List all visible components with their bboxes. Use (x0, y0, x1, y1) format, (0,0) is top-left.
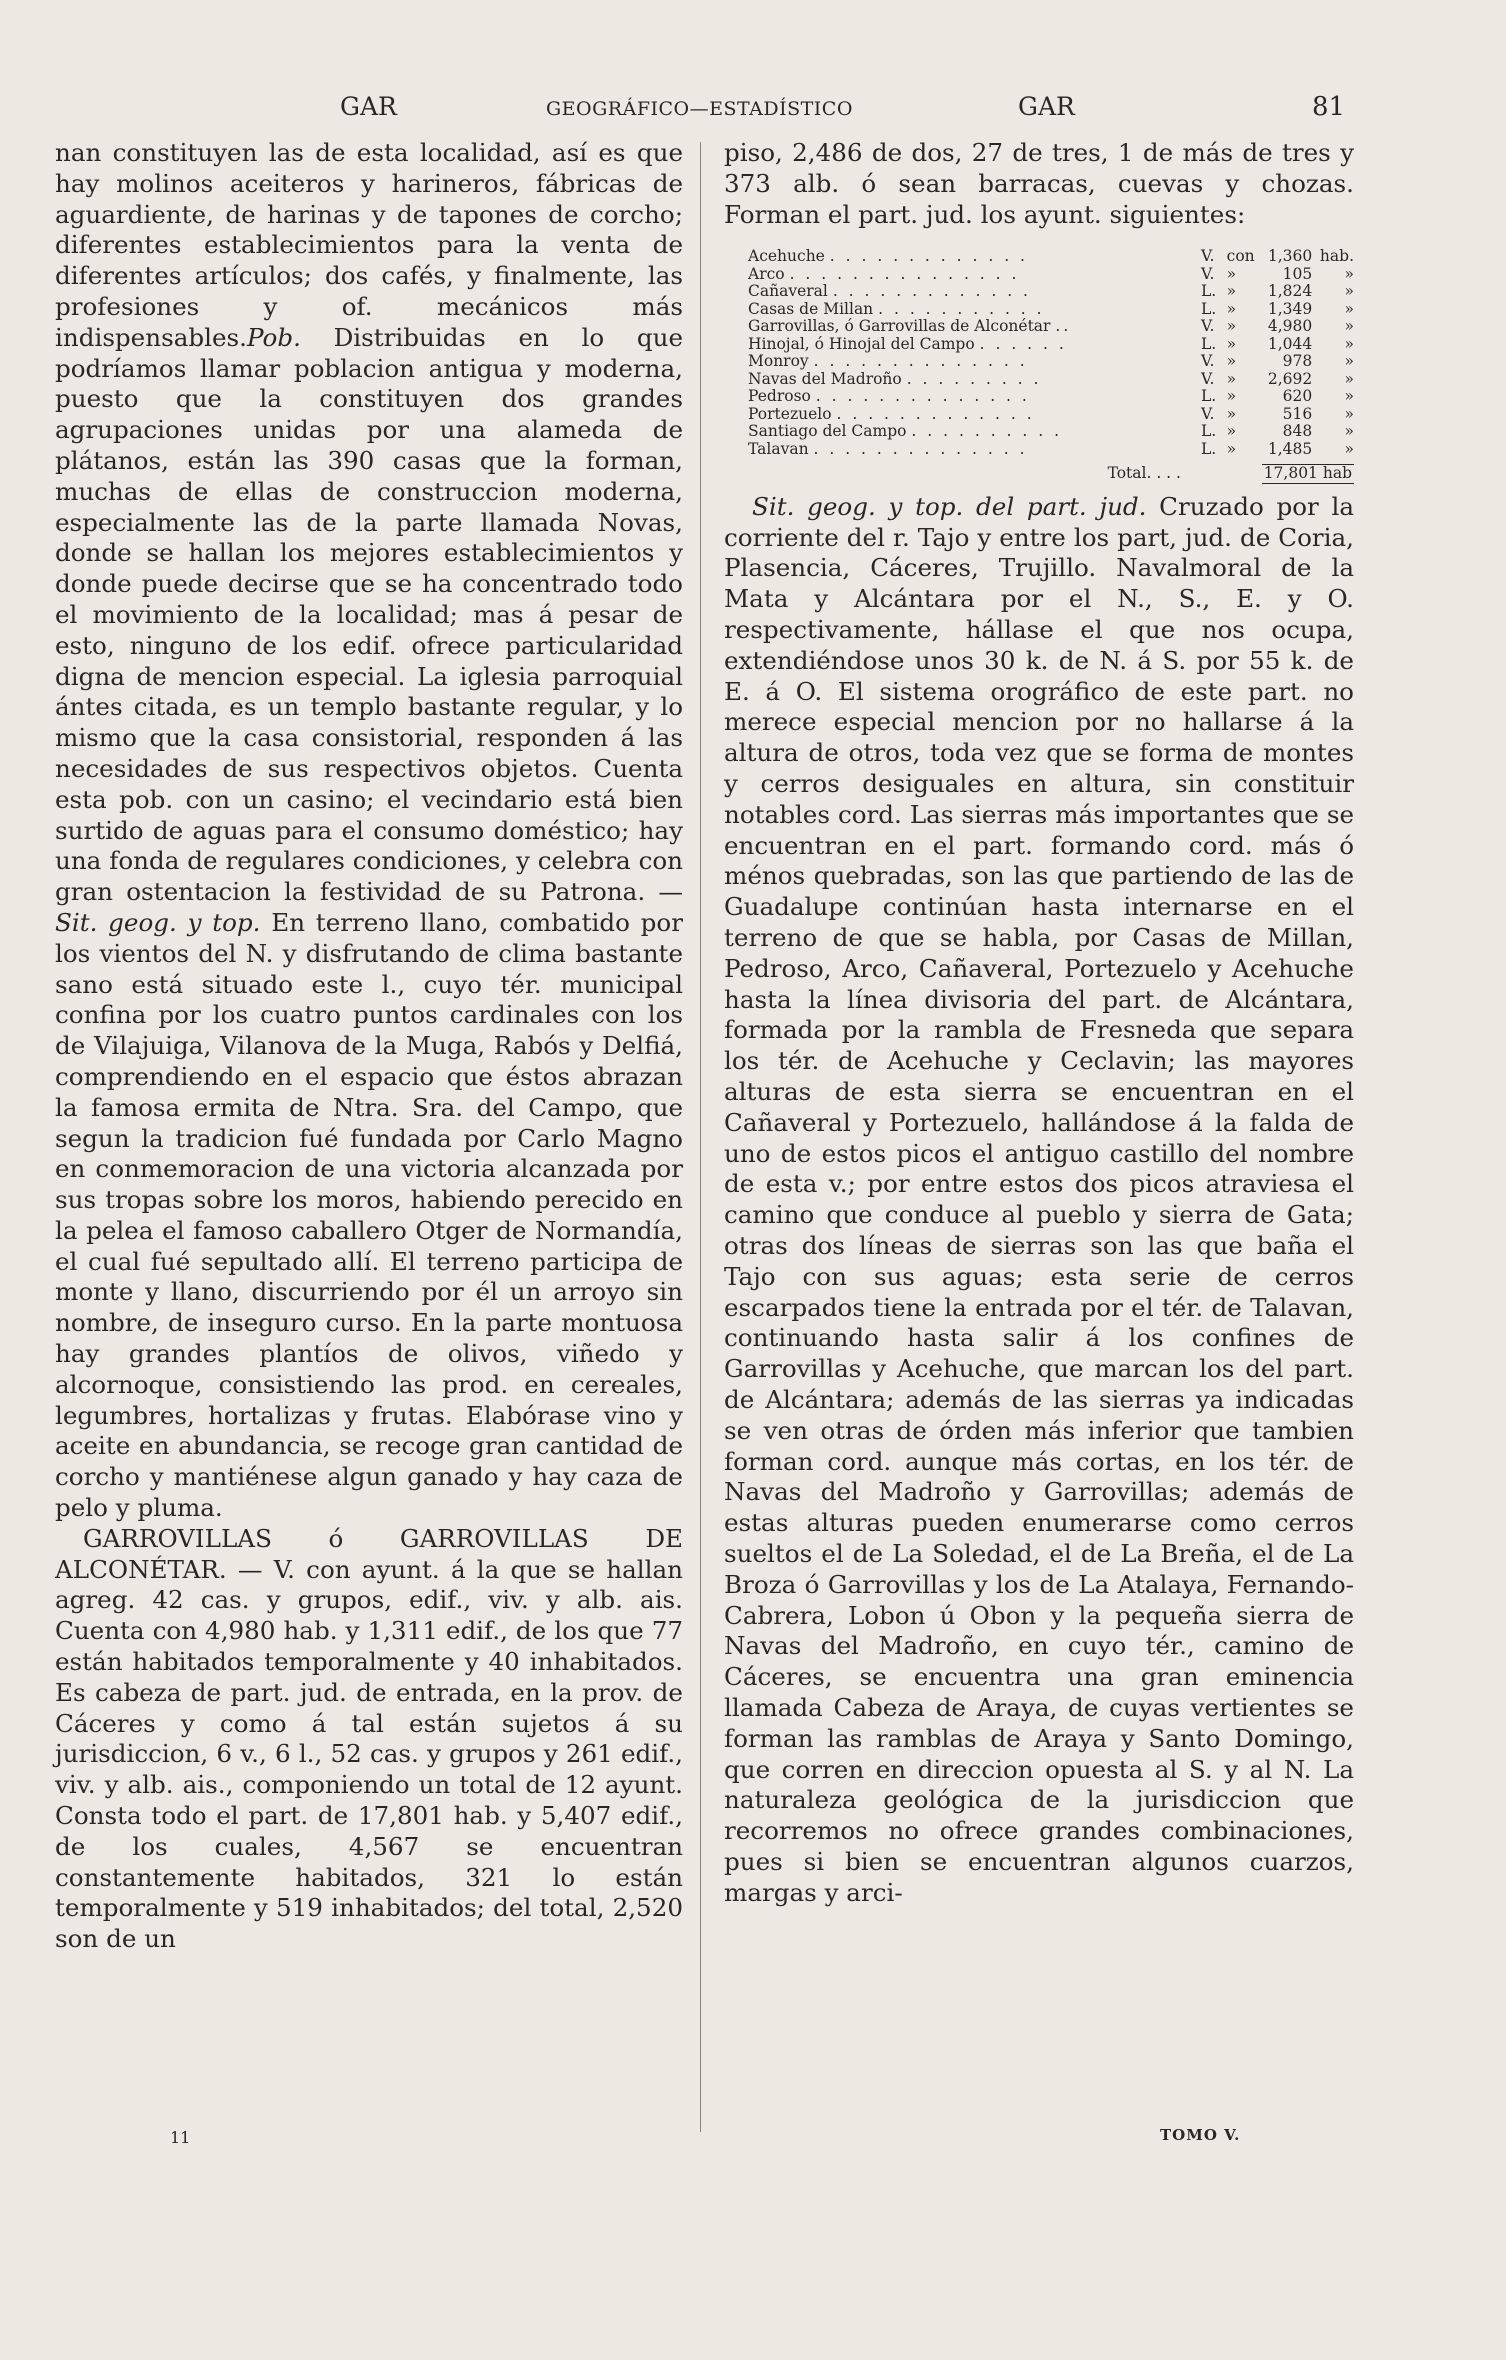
town-name (748, 301, 1201, 319)
town-unit: » (1344, 422, 1354, 441)
town-population: 105 (1282, 264, 1313, 283)
town-category: L. (1200, 422, 1217, 441)
town-population: 1,485 (1267, 439, 1313, 458)
town-population: 2,692 (1267, 369, 1313, 388)
leader-dots: . . . . . . (979, 335, 1067, 353)
town-population: 848 (1282, 422, 1313, 441)
town-unit: » (1344, 317, 1354, 336)
table-row (748, 388, 1354, 406)
town-name (748, 371, 1201, 389)
table-row (748, 301, 1354, 319)
table-row (748, 441, 1354, 459)
town-unit: » (1344, 264, 1354, 283)
right-paragraph-2 (724, 492, 1354, 1909)
total-label: Total. . . . (1107, 464, 1181, 483)
town-unit: hab. (1319, 247, 1354, 266)
town-name-text: Pedroso (748, 388, 811, 406)
left-paragraph-1 (55, 138, 683, 1524)
municipalities-table (748, 248, 1354, 484)
town-population: 1,349 (1267, 299, 1313, 318)
town-name (748, 406, 1201, 424)
town-category: L. (1200, 282, 1217, 301)
table-row (748, 406, 1354, 424)
leader-dots: . . . . . . . . . . . . . . (813, 440, 1028, 458)
town-prefix: con (1226, 247, 1255, 266)
page-number: 81 (1312, 92, 1346, 122)
table-row (748, 318, 1354, 336)
table-row (748, 283, 1354, 301)
town-unit: » (1344, 439, 1354, 458)
town-prefix: » (1226, 387, 1237, 406)
left-column (55, 138, 683, 1955)
town-unit: » (1344, 282, 1354, 301)
town-category: V. (1200, 352, 1215, 371)
table-row (748, 423, 1354, 441)
town-name-text: Garrovillas, ó Garrovillas de Alconétar (748, 318, 1051, 336)
leader-dots: . . . . . . . . . . . . . (836, 405, 1035, 423)
table-row (748, 248, 1354, 266)
town-name (748, 266, 1201, 284)
right-paragraph-1: piso, 2,486 de dos, 27 de tres, 1 de más de tres y 373 alb. ó sean barracas, cuevas y chozas. Forman el part. jud. los ayunt. siguientes: (724, 138, 1354, 229)
town-name-text: Acehuche (748, 248, 825, 266)
header-section-title: GEOGRÁFICO—ESTADÍSTICO (546, 98, 853, 120)
town-category: L. (1200, 387, 1217, 406)
town-name (748, 248, 1201, 266)
leader-dots: . . . . . . . . . (906, 370, 1042, 388)
entry-garrovillas: GARROVILLAS ó GARROVILLAS DE ALCONÉTAR. — V. con ayunt. á la que se hallan agreg. 42 cas. y grupos, edif., viv. y alb. ais. Cuenta con 4,980 hab. y 1,311 edif., de los que 77 están habitados temporalmente y 40 inhabitados. Es cabeza de part. jud. de entrada, en la prov. de Cáceres y como á tal están sujetos á su jurisdiccion, 6 v., 6 l., 52 cas. y grupos y 261 edif., viv. y alb. ais., componiendo un total de 12 ayunt. Consta todo el part. de 17,801 hab. y 5,407 edif., de los cuales, 4,567 se encuentran constantemente habitados, 321 lo están temporalmente y 519 inhabitados; del total, 2,520 son de un (55, 1523, 683, 1954)
town-name-text: Monroy (748, 353, 809, 371)
town-population: 1,044 (1267, 334, 1313, 353)
town-unit: » (1344, 387, 1354, 406)
town-population: 1,360 (1267, 247, 1313, 266)
town-name (748, 318, 1201, 336)
town-population: 620 (1282, 387, 1313, 406)
town-population: 978 (1282, 352, 1313, 371)
town-category: V. (1200, 264, 1215, 283)
right-column (724, 138, 1354, 1909)
town-category: L. (1200, 439, 1217, 458)
town-unit: » (1344, 299, 1354, 318)
town-population: 1,824 (1267, 282, 1313, 301)
town-category: V. (1200, 404, 1215, 423)
town-category: L. (1200, 334, 1217, 353)
town-name (748, 441, 1201, 459)
town-name (748, 353, 1201, 371)
leader-dots: . . . . . . . . . . . (878, 300, 1045, 318)
table-row (748, 371, 1354, 389)
pob-label: Pob. (246, 322, 301, 352)
leader-dots: . . . . . . . . . . . . . . . (789, 265, 1020, 283)
total-value: 17,801 hab (1263, 464, 1352, 483)
town-name (748, 388, 1201, 406)
town-name-text: Talavan (748, 440, 809, 458)
town-name (748, 336, 1201, 354)
town-name-text: Navas del Madroño (748, 370, 902, 388)
town-prefix: » (1226, 282, 1237, 301)
town-category: V. (1200, 317, 1215, 336)
leader-dots: . . . . . . . . . . . . . . (813, 353, 1028, 371)
town-category: V. (1200, 369, 1215, 388)
town-prefix: » (1226, 264, 1237, 283)
town-name-text: Portezuelo (748, 405, 832, 423)
town-prefix: » (1226, 317, 1237, 336)
town-unit: » (1344, 369, 1354, 388)
text-run: En terreno llano, combatido por los vientos del N. y disfrutando de clima bastante sano está situado este l., cuyo tér. municipal confina por los cuatro puntos cardinales con los de Vilajuiga, Vilanova de la Muga, Rabós y Delfiá, comprendiendo en el espacio que éstos abrazan la famosa ermita de Ntra. Sra. del Campo, que segun la tradicion fué fundada por Carlo Magno en conmemoracion de una victoria alcanzada por sus tropas sobre los moros, habiendo perecido en la pelea el famoso caballero Otger de Normandía, el cual fué sepultado allí. El terreno participa de monte y llano, discurriendo por él un arroyo sin nombre, de inseguro curso. En la parte montuosa hay grandes plantíos de olivos, viñedo y alcornoque, consistiendo las prod. en cereales, legumbres, hortalizas y frutas. Elabórase vino y aceite en abundancia, se recoge gran cantidad de corcho y mantiénese algun ganado y hay caza de pelo y pluma. (55, 907, 683, 1523)
leader-dots: . . . . . . . . . . (911, 423, 1063, 441)
town-name-text: Santiago del Campo (748, 423, 907, 441)
town-category: L. (1200, 299, 1217, 318)
header-right-word: GAR (1018, 92, 1075, 121)
town-name-text: Arco (748, 265, 785, 283)
leader-dots: . . . . . . . . . . . . . . (815, 388, 1030, 406)
sit-label: Sit. geog. y top. (55, 907, 261, 937)
town-prefix: » (1226, 299, 1237, 318)
town-prefix: » (1226, 352, 1237, 371)
town-prefix: » (1226, 334, 1237, 353)
town-name-text: Cañaveral (748, 283, 828, 301)
town-population: 516 (1282, 404, 1313, 423)
town-prefix: » (1226, 439, 1237, 458)
column-divider (700, 142, 701, 2132)
table-row (748, 353, 1354, 371)
town-unit: » (1344, 334, 1354, 353)
leader-dots: . . . . . . . . . . . . . (829, 248, 1028, 266)
signature-mark: 11 (170, 2128, 191, 2147)
volume-mark: TOMO V. (1160, 2126, 1241, 2144)
text-run: nan constituyen las de esta localidad, así es que hay molinos aceiteros y harineros, fábricas de aguardiente, de harinas y de tapones de corcho; diferentes establecimientos para la venta de diferentes artículos; dos cafés, y finalmente, las profesiones y of. mecánicos más indispensables. (55, 138, 683, 352)
town-prefix: » (1226, 422, 1237, 441)
header-left-word: GAR (340, 92, 397, 121)
town-prefix: » (1226, 404, 1237, 423)
town-name (748, 423, 1201, 441)
town-unit: » (1344, 404, 1354, 423)
running-header (0, 92, 1506, 132)
total-row (748, 458, 1354, 484)
town-prefix: » (1226, 369, 1237, 388)
town-name (748, 283, 1201, 301)
town-name-text: Hinojal, ó Hinojal del Campo (748, 335, 975, 353)
town-name-text: Casas de Millan (748, 300, 874, 318)
table-row (748, 336, 1354, 354)
sit-part-label: Sit. geog. y top. del part. jud. (752, 491, 1147, 521)
leader-dots: . . . . . . . . . . . . . (832, 283, 1031, 301)
town-population: 4,980 (1267, 317, 1313, 336)
table-row (748, 266, 1354, 284)
text-run: Cruzado por la corriente del r. Tajo y entre los part, jud. de Coria, Plasencia, Cáceres, Trujillo. Navalmoral de la Mata y Alcántara por el N., S., E. y O. respectivamente, hállase el que nos ocupa, extendiéndose unos 30 k. de N. á S. por 55 k. de E. á O. El sistema orográfico de este part. no merece especial mencion por no hallarse á la altura de otros, toda vez que se forma de montes y cerros desiguales en altura, sin constituir notables cord. Las sierras más importantes que se encuentran en el part. formando cord. más ó ménos quebradas, son las que partiendo de las de Guadalupe continúan hasta internarse en el terreno de que se habla, por Casas de Millan, Pedroso, Arco, Cañaveral, Portezuelo y Acehuche hasta la línea divisoria del part. de Alcántara, formada por la rambla de Fresneda que separa los tér. de Acehuche y Ceclavin; las mayores alturas de esta sierra se encuentran en el Cañaveral y Portezuelo, hallándose á la falda de uno de estos picos el antiguo castillo del nombre de esta v.; por entre estos dos picos atraviesa el camino que conduce al pueblo y sierra de Gata; otras dos líneas de sierras son las que baña el Tajo con sus aguas; esta serie de cerros escarpados tiene la entrada por el tér. de Talavan, continuando hasta salir á los confines de Garrovillas y Acehuche, que marcan los del part. de Alcántara; además de las sierras ya indicadas se ven otras de órden más inferior que tambien forman cord. aunque más cortas, en los tér. de Navas del Madroño y Garrovillas; además de estas alturas pueden enumerarse como cerros sueltos el de La Soledad, el de La Breña, el de La Broza ó Garrovillas y los de La Atalaya, Fernando-Cabrera, Lobon ú Obon y la pequeña sierra de Navas del Madroño, en cuyo tér., camino de Cáceres, se encuentra una gran eminencia llamada Cabeza de Araya, de cuyas vertientes se forman las ramblas de Araya y Santo Domingo, que corren en direccion opuesta al S. y al N. La naturaleza geológica de la jurisdiccion que recorremos no ofrece grandes combinaciones, pues si bien se encuentran algunos cuarzos, margas y arci- (724, 491, 1354, 1907)
town-unit: » (1344, 352, 1354, 371)
town-category: V. (1200, 247, 1215, 266)
leader-dots: .. (1055, 318, 1072, 336)
text-run: Distribuidas en lo que podríamos llamar poblacion antigua y moderna, puesto que la constituyen dos grandes agrupaciones unidas por una alameda de plátanos, están las 390 casas que la forman, muchas de ellas de construccion moderna, especialmente las de la parte llamada Novas, donde se hallan los mejores establecimientos y donde puede decirse que se ha concentrado todo el movimiento de la localidad; mas á pesar de esto, ninguno de los edif. ofrece particularidad digna de mencion especial. La iglesia parroquial ántes citada, es un templo bastante regular, y lo mismo que la casa consistorial, responden á las necesidades de sus respectivos objetos. Cuenta esta pob. con un casino; el vecindario está bien surtido de aguas para el consumo doméstico; hay una fonda de regulares condiciones, y celebra con gran ostentacion la festividad de su Patrona. — (55, 322, 683, 907)
